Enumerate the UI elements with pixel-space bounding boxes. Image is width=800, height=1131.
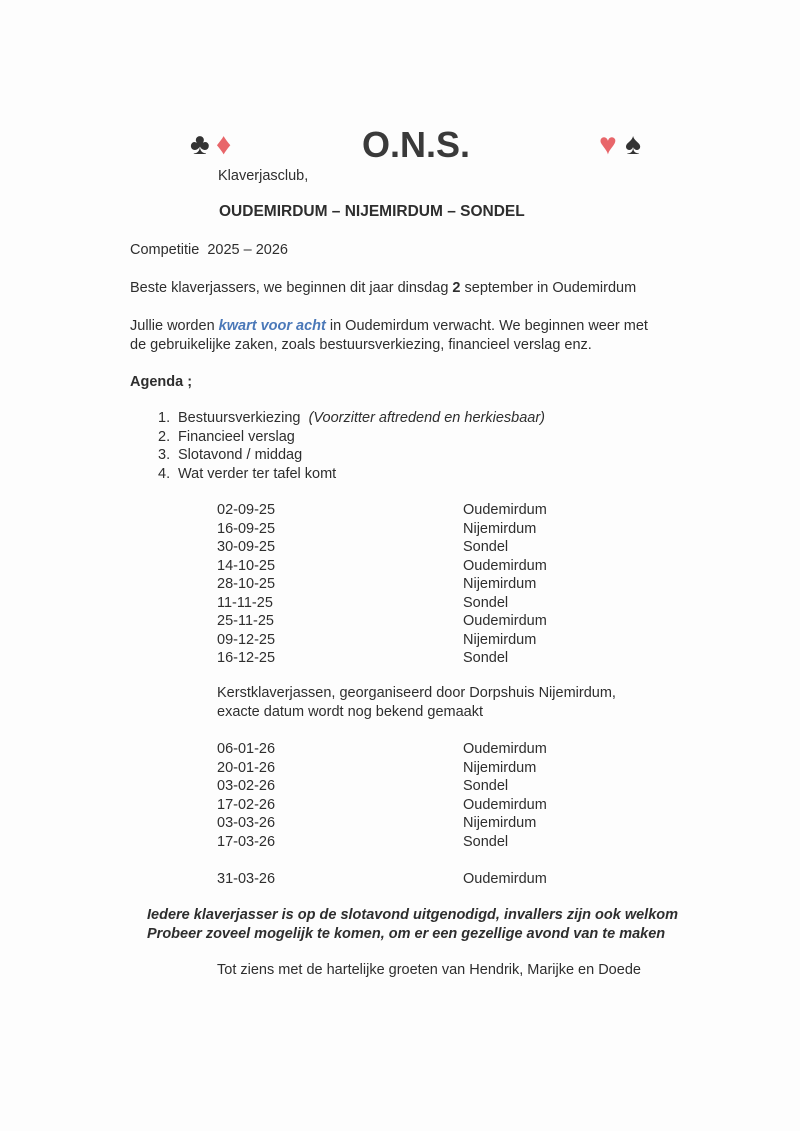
spade-icon: ♠: [625, 128, 641, 161]
date: 30-09-25: [217, 539, 276, 555]
schedule-row: [217, 520, 617, 538]
item-number: 1.: [158, 410, 171, 426]
christmas-note: Kerstklaverjassen, georganiseerd door Dorpshuis Nijemirdum,: [217, 685, 616, 701]
villages-heading: OUDEMIRDUM – NIJEMIRDUM – SONDEL: [219, 203, 525, 220]
item-text: Bestuursverkiezing (Voorzitter aftredend en herkiesbaar): [178, 410, 545, 426]
signoff: Tot ziens met de hartelijke groeten van Hendrik, Marijke en Doede: [217, 962, 641, 978]
schedule-row: [217, 501, 617, 519]
place: Oudemirdum: [463, 796, 547, 813]
page-title: O.N.S.: [362, 124, 471, 165]
schedule-row: [217, 833, 617, 851]
diamond-icon: ♦: [216, 128, 232, 161]
agenda-heading: Agenda ;: [130, 374, 193, 390]
place: Nijemirdum: [463, 759, 537, 776]
agenda-item: [158, 428, 295, 446]
item-number: 2.: [158, 428, 171, 445]
intro-text: Beste klaverjassers, we beginnen dit jaar dinsdag 2 september in Oudemirdum: [130, 280, 637, 296]
place: Nijemirdum: [463, 520, 537, 537]
schedule-row: [217, 649, 617, 667]
item-number: 3.: [158, 447, 171, 463]
club-subtitle: Klaverjasclub,: [218, 168, 309, 184]
place: Sondel: [463, 650, 509, 666]
place: Sondel: [463, 539, 509, 555]
agenda-item: [158, 409, 545, 427]
date: 17-02-26: [217, 796, 276, 813]
date: 03-03-26: [217, 815, 276, 831]
place: Oudemirdum: [463, 502, 547, 518]
item-text: Financieel verslag: [178, 428, 295, 445]
schedule-row: [217, 796, 617, 814]
date: 03-02-26: [217, 778, 276, 794]
schedule-row: [217, 538, 617, 556]
date: 16-09-25: [217, 520, 276, 537]
date: 17-03-26: [217, 833, 276, 850]
date: 28-10-25: [217, 576, 276, 592]
schedule-row: [217, 759, 617, 777]
place: Nijemirdum: [463, 815, 537, 831]
schedule-row: [217, 814, 617, 832]
place: Sondel: [463, 778, 509, 794]
club-icon: ♣: [190, 128, 210, 161]
schedule-row: [217, 575, 617, 593]
date: 06-01-26: [217, 741, 276, 757]
closing-line2: Probeer zoveel mogelijk te komen, om er een gezellige avond van te maken: [147, 926, 666, 942]
competition-label: Competitie 2025 – 2026: [130, 242, 288, 258]
schedule-row: [217, 594, 617, 612]
place: Sondel: [463, 594, 509, 611]
date: 20-01-26: [217, 759, 276, 776]
place: Oudemirdum: [463, 871, 547, 887]
final-row: [217, 870, 617, 888]
schedule-row: [217, 557, 617, 575]
place: Oudemirdum: [463, 741, 547, 757]
schedule-row: [217, 631, 617, 649]
agenda-item: [158, 446, 303, 464]
item-number: 4.: [158, 465, 171, 482]
closing-line1: Iedere klaverjasser is op de slotavond uitgenodigd, invallers zijn ook welkom: [147, 907, 679, 923]
place: Sondel: [463, 833, 509, 850]
date: 11-11-25: [217, 594, 273, 611]
item-text: Wat verder ter tafel komt: [178, 465, 337, 482]
heart-icon: ♥: [599, 128, 617, 161]
date: 31-03-26: [217, 871, 276, 887]
date: 02-09-25: [217, 502, 276, 518]
place: Oudemirdum: [463, 613, 547, 629]
place: Nijemirdum: [463, 631, 537, 648]
christmas-note-line2: exacte datum wordt nog bekend gemaakt: [217, 704, 483, 720]
place: Nijemirdum: [463, 576, 537, 592]
date: 09-12-25: [217, 631, 276, 648]
place: Oudemirdum: [463, 557, 547, 574]
date: 14-10-25: [217, 557, 276, 574]
date: 25-11-25: [217, 613, 274, 629]
item-text: Slotavond / middag: [178, 447, 303, 463]
schedule-row: [217, 740, 617, 758]
arrival-text: Jullie worden kwart voor acht in Oudemirdum verwacht. We beginnen weer met: [130, 318, 648, 334]
schedule-row: [217, 777, 617, 795]
arrival-text-line2: de gebruikelijke zaken, zoals bestuursverkiezing, financieel verslag enz.: [130, 337, 592, 353]
date: 16-12-25: [217, 650, 276, 666]
agenda-item: [158, 465, 337, 483]
schedule-row: [217, 612, 617, 630]
